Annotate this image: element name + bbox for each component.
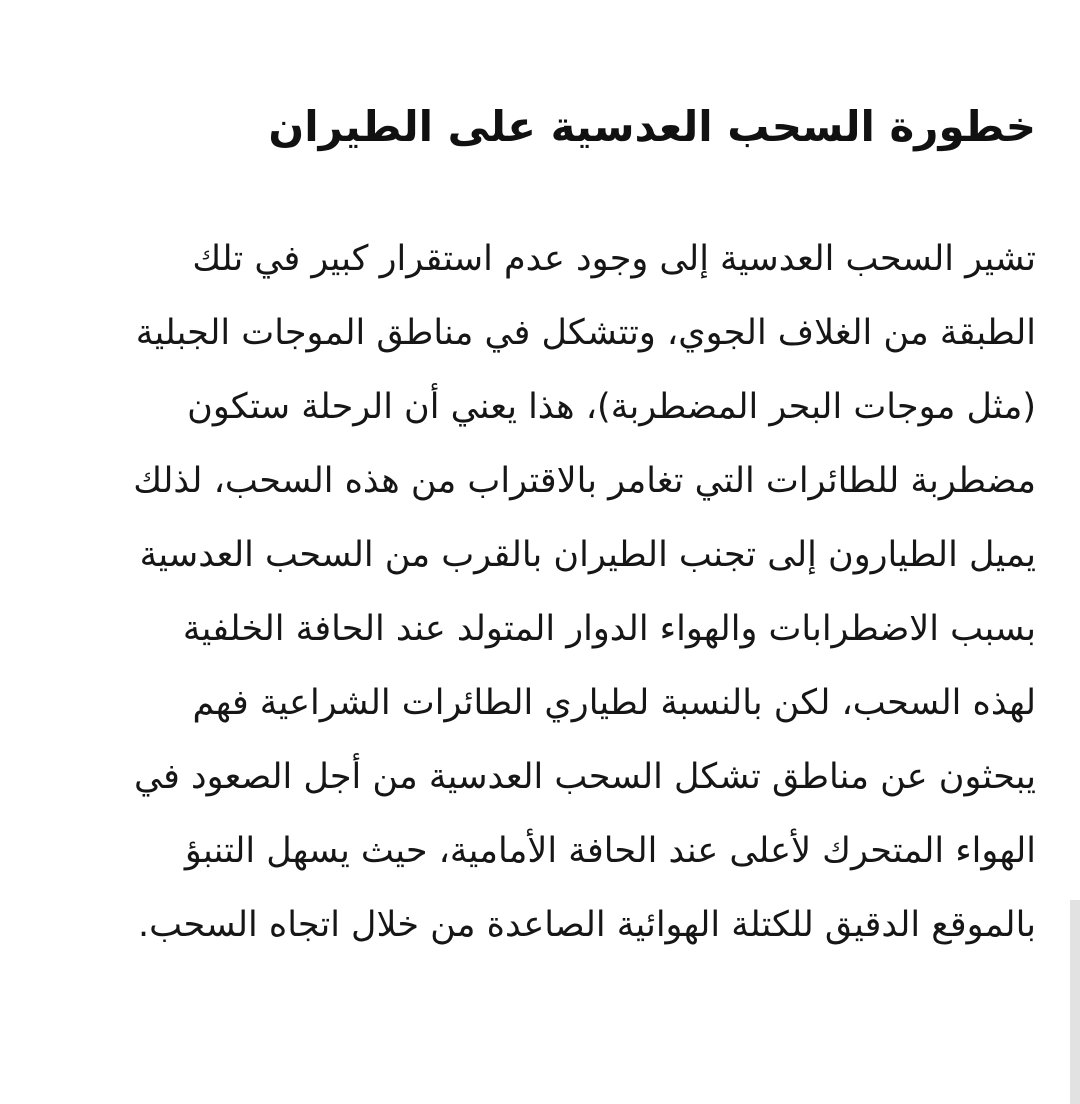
body-line: (مثل موجات البحر المضطربة)، هذا يعني أن الرحلة ستكون [187, 387, 1036, 427]
article-title: خطورة السحب العدسية على الطيران [268, 102, 1036, 151]
body-line: مضطربة للطائرات التي تغامر بالاقتراب من هذه السحب، لذلك [133, 461, 1036, 501]
body-line: لهذه السحب، لكن بالنسبة لطياري الطائرات الشراعية فهم [192, 683, 1036, 723]
body-line: يميل الطيارون إلى تجنب الطيران بالقرب من السحب العدسية [139, 535, 1036, 575]
body-line: الطبقة من الغلاف الجوي، وتتشكل في مناطق الموجات الجبلية [135, 313, 1036, 353]
body-line: بسبب الاضطرابات والهواء الدوار المتولد عند الحافة الخلفية [182, 609, 1036, 649]
body-line: بالموقع الدقيق للكتلة الهوائية الصاعدة من خلال اتجاه السحب. [138, 905, 1036, 945]
body-line: يبحثون عن مناطق تشكل السحب العدسية من أجل الصعود في [133, 757, 1036, 797]
body-line: تشير السحب العدسية إلى وجود عدم استقرار كبير في تلك [192, 239, 1036, 279]
body-line: الهواء المتحرك لأعلى عند الحافة الأمامية، حيث يسهل التنبؤ [184, 831, 1036, 871]
article-body [36, 222, 1036, 962]
scrollbar[interactable] [1070, 900, 1080, 1104]
